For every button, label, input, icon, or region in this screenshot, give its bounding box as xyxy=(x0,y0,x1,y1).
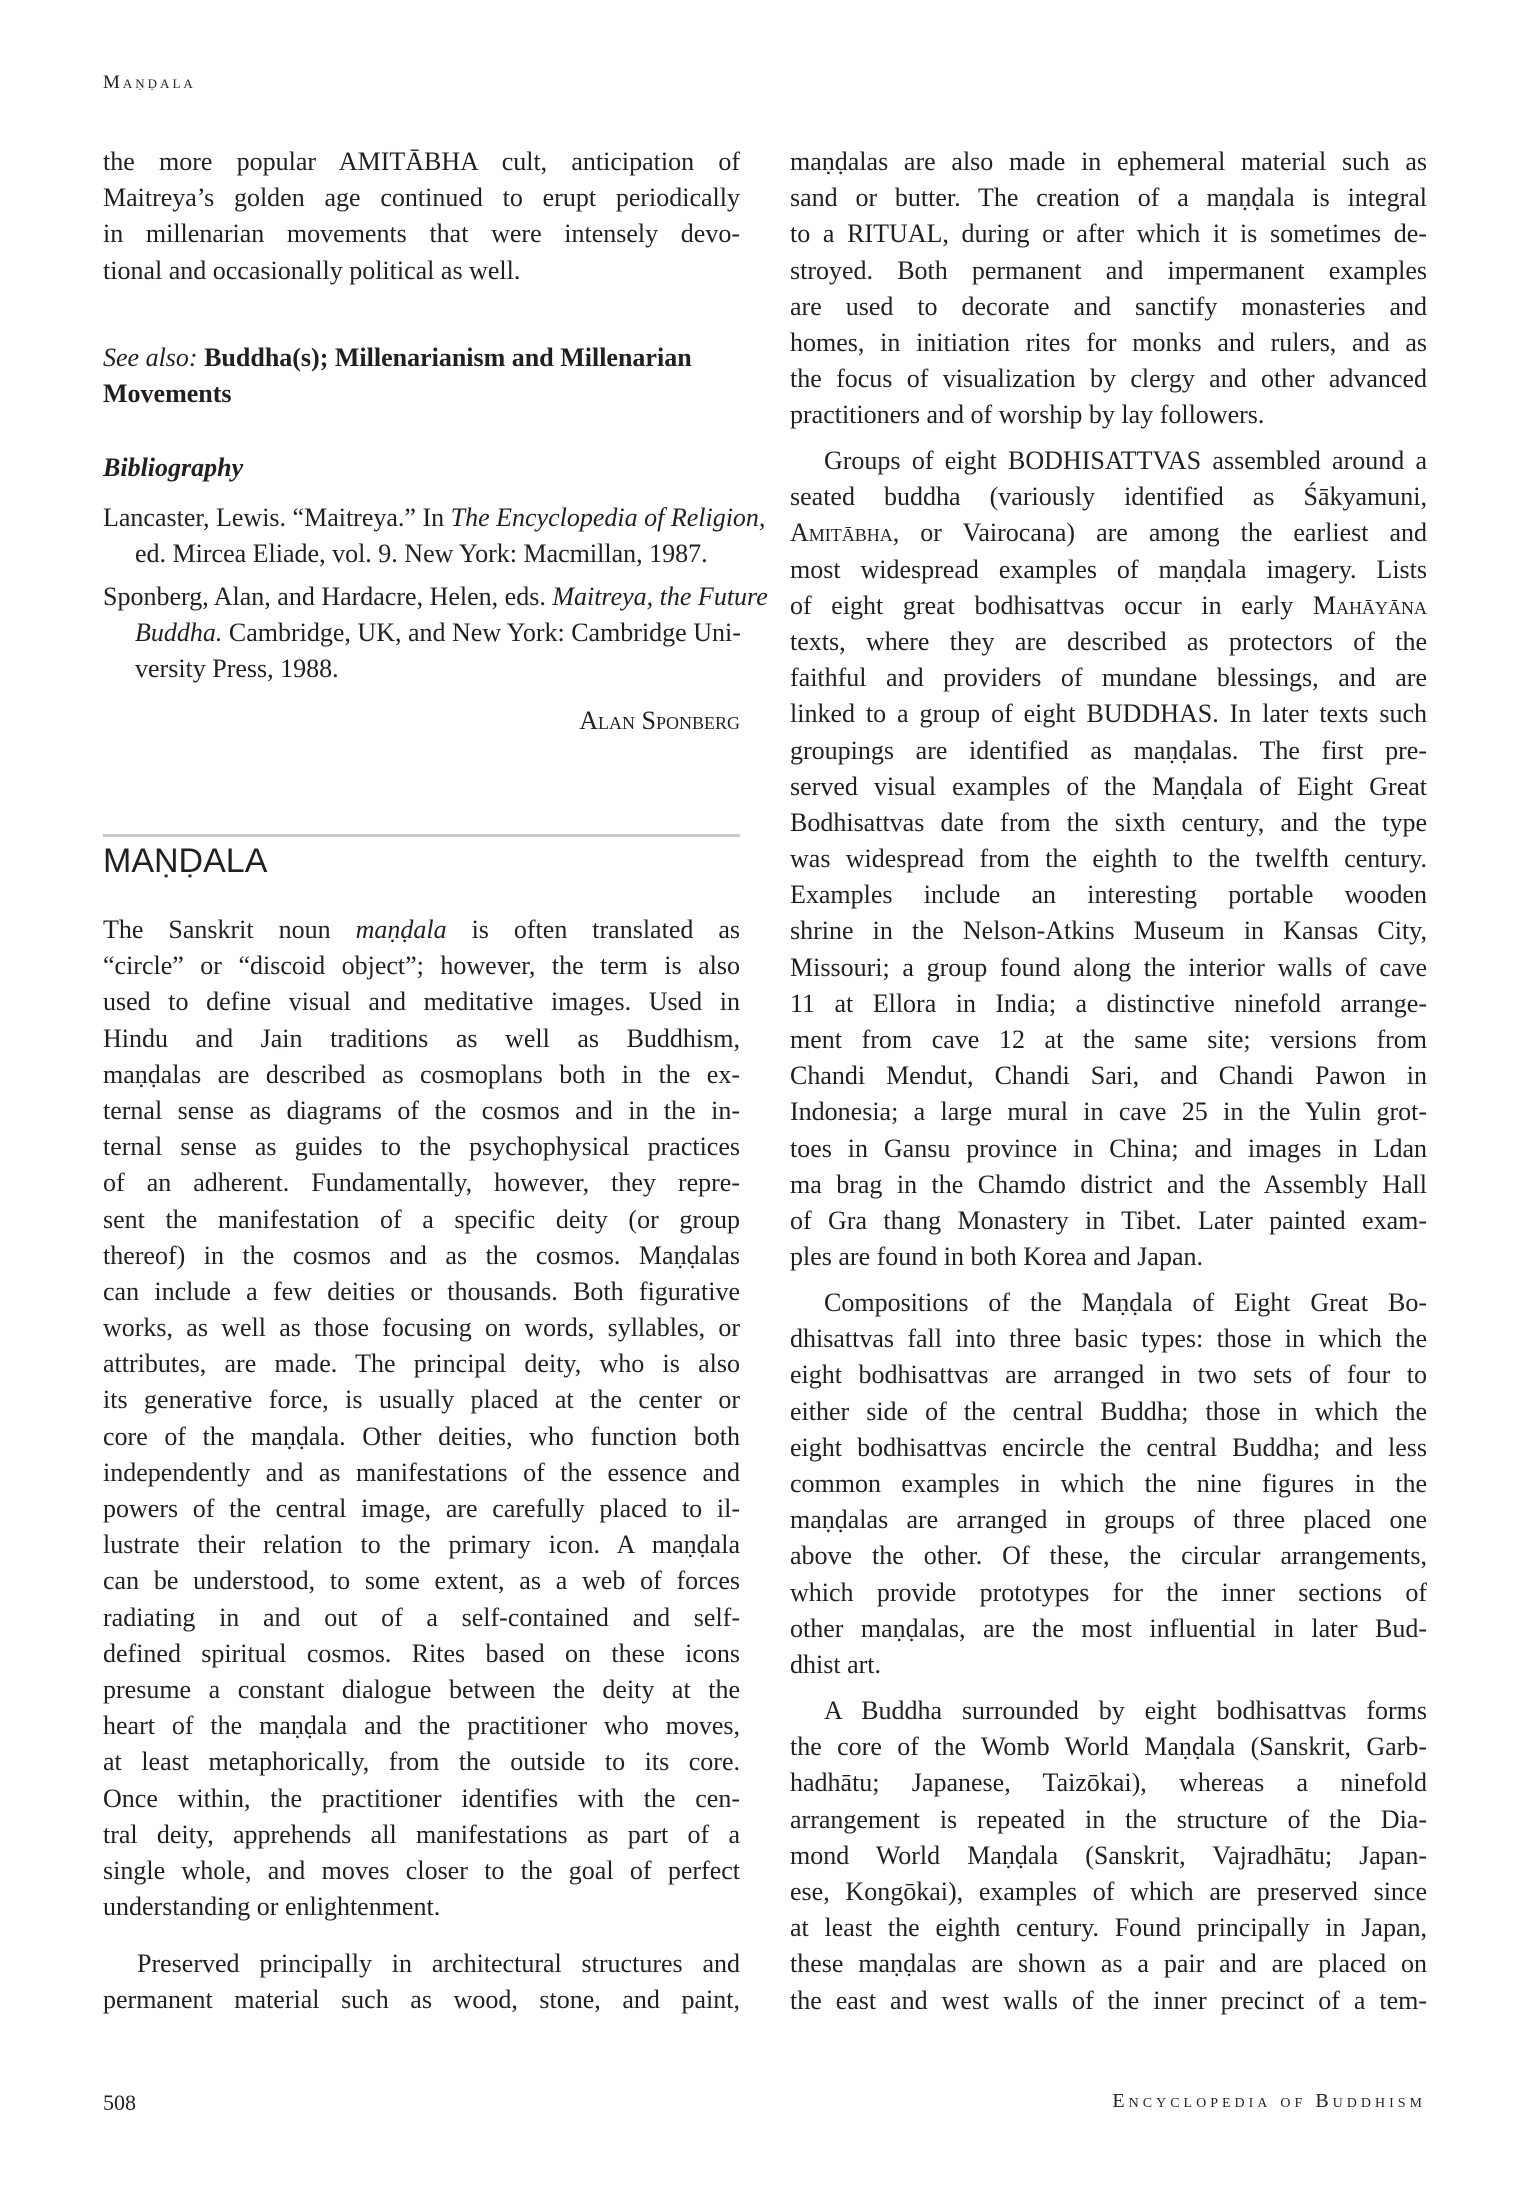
text-line: versity Press, 1988. xyxy=(135,654,339,684)
text-line: Chandi Mendut, Chandi Sari, and Chandi Pawon in xyxy=(790,1061,1427,1091)
text-line: common examples in which the nine figures in the xyxy=(790,1468,1427,1498)
text-line: thereof) in the cosmos and as the cosmos. Maṇḍalas xyxy=(103,1240,740,1270)
text-segment: Groups of eight xyxy=(824,446,1009,475)
text-line: maṇḍalas are described as cosmoplans both in the ex- xyxy=(103,1059,740,1089)
text-line xyxy=(103,615,740,651)
text-line: independently and as manifestations of the essence and xyxy=(103,1457,740,1487)
text-line xyxy=(103,912,740,948)
text-segment: Maitreya, the Future xyxy=(552,582,768,611)
text-line xyxy=(790,696,1427,732)
text-line: Preserved principally in architectural structures and xyxy=(137,1949,740,1978)
text-segment: Mahāyāna xyxy=(1312,590,1427,620)
text-line xyxy=(103,579,768,615)
text-line: either side of the central Buddha; those in which the xyxy=(790,1396,1427,1426)
text-line: ternal sense as guides to the psychophysical practices xyxy=(103,1132,740,1162)
text-line: A Buddha surrounded by eight bodhisattvas forms xyxy=(824,1696,1427,1725)
text-line: 11 at Ellora in India; a distinctive ninefold arrange- xyxy=(790,988,1427,1018)
author-signature xyxy=(103,703,740,739)
text-line: heart of the maṇḍala and the practitioner who moves, xyxy=(103,1711,740,1741)
text-line: faithful and providers of mundane blessings, and are xyxy=(790,663,1427,693)
text-line: can include a few deities or thousands. Both figurative xyxy=(103,1276,740,1306)
text-line: Hindu and Jain traditions as well as Buddhism, xyxy=(103,1023,740,1053)
bibliography-entry xyxy=(103,500,766,572)
text-line: the east and west walls of the inner precinct of a tem- xyxy=(790,1985,1427,2015)
text-segment: See also: xyxy=(103,343,205,372)
text-line: ples are found in both Korea and Japan. xyxy=(790,1242,1203,1272)
text-line: other maṇḍalas, are the most influential in later Bud- xyxy=(790,1613,1427,1643)
text-line: stroyed. Both permanent and impermanent examples xyxy=(790,255,1427,285)
text-line: served visual examples of the Maṇḍala of Eight Great xyxy=(790,771,1427,801)
section-divider xyxy=(103,834,740,837)
text-line: permanent material such as wood, stone, and paint, xyxy=(103,1985,740,2015)
text-line xyxy=(103,450,740,486)
text-segment: of eight great bodhisattvas occur in early xyxy=(790,590,1313,620)
text-line: understanding or enlightenment. xyxy=(103,1892,441,1922)
paragraph xyxy=(790,1285,1427,1683)
text-segment: , or Vairocana) are among the earliest and xyxy=(892,518,1427,548)
text-line: single whole, and moves closer to the goal of perfect xyxy=(103,1855,740,1885)
text-line: in millenarian movements that were intensely devo- xyxy=(103,219,740,249)
text-line xyxy=(790,588,1427,624)
text-line xyxy=(103,703,740,739)
text-line: maṇḍalas are also made in ephemeral material such as xyxy=(790,147,1427,176)
text-segment: maṇḍala xyxy=(355,915,447,944)
text-line xyxy=(790,515,1427,551)
text-line: shrine in the Nelson-Atkins Museum in Kansas City, xyxy=(790,916,1427,946)
text-line: dhist art. xyxy=(790,1649,881,1679)
bibliography-heading xyxy=(103,450,740,486)
paragraph xyxy=(103,912,740,1925)
text-line: homes, in initiation rites for monks and rulers, and as xyxy=(790,327,1427,357)
text-line: practitioners and of worship by lay followers. xyxy=(790,400,1265,430)
text-segment: Alan Sponberg xyxy=(579,706,740,735)
text-line: are used to decorate and sanctify monasteries and xyxy=(790,291,1427,321)
text-segment: BUDDHAS xyxy=(1086,699,1213,729)
text-line: groupings are identified as maṇḍalas. The first pre- xyxy=(790,735,1427,765)
text-line: tral deity, apprehends all manifestations as part of a xyxy=(103,1819,740,1849)
text-line: ment from cave 12 at the same site; versions from xyxy=(790,1025,1427,1054)
text-line: above the other. Of these, the circular arrangements, xyxy=(790,1541,1427,1571)
text-line: sand or butter. The creation of a maṇḍala is integral xyxy=(790,183,1427,213)
text-line: Compositions of the Maṇḍala of Eight Great Bo- xyxy=(824,1288,1427,1317)
text-line xyxy=(103,376,740,412)
text-line xyxy=(103,500,766,536)
text-segment: linked to a group of eight xyxy=(790,699,1087,729)
text-line: these maṇḍalas are shown as a pair and are placed on xyxy=(790,1949,1427,1979)
text-line: defined spiritual cosmos. Rites based on these icons xyxy=(103,1638,740,1668)
text-line: lustrate their relation to the primary icon. A maṇḍala xyxy=(103,1530,740,1560)
text-line: Indonesia; a large mural in cave 25 in the Yulin grot- xyxy=(790,1097,1427,1127)
text-line: Once within, the practitioner identifies with the cen- xyxy=(103,1783,740,1813)
text-line: ese, Kongōkai), examples of which are preserved since xyxy=(790,1876,1427,1906)
page-number: 508 xyxy=(103,2090,136,2115)
text-line: hadhātu; Japanese, Taizōkai), whereas a ninefold xyxy=(790,1768,1427,1798)
text-line: of an adherent. Fundamentally, however, they repre- xyxy=(103,1168,740,1198)
text-line: Bodhisattvas date from the sixth century, and the type xyxy=(790,807,1427,837)
text-line: arrangement is repeated in the structure of the Dia- xyxy=(790,1804,1427,1834)
text-line: the more popular AMITĀBHA cult, anticipation of xyxy=(103,147,740,176)
text-line: eight bodhisattvas are arranged in two sets of four to xyxy=(790,1360,1427,1390)
text-line: mond World Maṇḍala (Sanskrit, Vajradhātu; Japan- xyxy=(790,1840,1427,1870)
text-line: sent the manifestation of a specific deity (or group xyxy=(103,1204,740,1234)
text-line: of Gra thang Monastery in Tibet. Later painted exam- xyxy=(790,1205,1427,1235)
text-line: powers of the central image, are carefully placed to il- xyxy=(103,1494,740,1523)
text-line: Missouri; a group found along the interior walls of cave xyxy=(790,952,1427,982)
text-line: Maitreya’s golden age continued to erupt periodically xyxy=(103,183,740,213)
text-line: Examples include an interesting portable wooden xyxy=(790,880,1427,910)
text-segment: Buddha(s); Millenarianism and Millenarian xyxy=(204,343,692,372)
text-line xyxy=(103,340,740,376)
paragraph xyxy=(103,1946,740,2018)
text-line: “circle” or “discoid object”; however, the term is also xyxy=(103,951,740,981)
paragraph xyxy=(103,144,740,289)
text-line: presume a constant dialogue between the deity at the xyxy=(103,1674,740,1704)
text-line: the core of the Womb World Maṇḍala (Sanskrit, Garb- xyxy=(790,1732,1427,1762)
bibliography-entry xyxy=(103,579,768,688)
text-line xyxy=(790,443,1427,479)
text-segment: is often translated as xyxy=(446,915,740,944)
text-line: was widespread from the eighth to the twelfth century. xyxy=(790,844,1427,874)
paragraph xyxy=(790,443,1427,1275)
text-segment: BODHISATTVAS xyxy=(1008,446,1202,475)
text-segment: Bibliography xyxy=(103,453,244,482)
text-line: at least metaphorically, from the outside to its core. xyxy=(103,1747,740,1777)
paragraph xyxy=(790,144,1427,434)
text-segment: Buddha. xyxy=(135,618,223,648)
text-line: most widespread examples of maṇḍala imagery. Lists xyxy=(790,554,1427,584)
text-line xyxy=(790,216,1427,252)
text-line: ed. Mircea Eliade, vol. 9. New York: Macmillan, 1987. xyxy=(135,539,708,569)
text-line: seated buddha (variously identified as Śākyamuni, xyxy=(790,482,1427,512)
text-line: attributes, are made. The principal deity, who is also xyxy=(103,1349,740,1379)
text-segment: assembled around a xyxy=(1201,446,1428,475)
text-line: toes in Gansu province in China; and images in Ldan xyxy=(790,1133,1427,1163)
text-line: the focus of visualization by clergy and other advanced xyxy=(790,364,1427,394)
text-line: which provide prototypes for the inner sections of xyxy=(790,1577,1427,1607)
text-line: core of the maṇḍala. Other deities, who function both xyxy=(103,1421,740,1451)
see-also xyxy=(103,340,740,412)
paragraph xyxy=(790,1693,1427,2019)
text-line: maṇḍalas are arranged in groups of three placed one xyxy=(790,1505,1427,1535)
text-segment: Lancaster, Lewis. “Maitreya.” In xyxy=(103,503,451,532)
text-segment: Cambridge, UK, and New York: Cambridge Uni- xyxy=(222,618,741,648)
text-line: eight bodhisattvas encircle the central Buddha; and less xyxy=(790,1432,1427,1462)
text-line: radiating in and out of a self-contained and self- xyxy=(103,1602,740,1632)
text-line: ternal sense as diagrams of the cosmos and in the in- xyxy=(103,1095,740,1125)
text-segment: The Encyclopedia of Religion, xyxy=(450,503,766,532)
text-line: tional and occasionally political as well. xyxy=(103,255,521,285)
article-heading: MAṆḌALA xyxy=(103,842,268,880)
text-line: ma brag in the Chamdo district and the Assembly Hall xyxy=(790,1169,1427,1199)
text-segment: to a xyxy=(790,219,848,249)
text-line: at least the eighth century. Found principally in Japan, xyxy=(790,1913,1427,1943)
text-line: can be understood, to some extent, as a web of forces xyxy=(103,1566,740,1596)
text-segment: Amitābha xyxy=(790,518,893,548)
text-segment: RITUAL xyxy=(847,219,943,249)
footer-book-title: Encyclopedia of Buddhism xyxy=(1112,2090,1426,2112)
text-line: works, as well as those focusing on words, syllables, or xyxy=(103,1313,740,1343)
text-segment: Sponberg, Alan, and Hardacre, Helen, eds. xyxy=(103,582,553,611)
running-header: Maṇḍala xyxy=(103,72,196,93)
text-segment: Movements xyxy=(103,379,232,409)
text-line: used to define visual and meditative images. Used in xyxy=(103,987,740,1017)
text-line: dhisattvas fall into three basic types: those in which the xyxy=(790,1324,1427,1354)
text-segment: . In later texts such xyxy=(1212,699,1427,729)
text-line: texts, where they are described as protectors of the xyxy=(790,626,1427,656)
text-line: its generative force, is usually placed at the center or xyxy=(103,1385,740,1415)
text-segment: The Sanskrit noun xyxy=(103,915,356,944)
text-segment: , during or after which it is sometimes de- xyxy=(942,219,1428,249)
